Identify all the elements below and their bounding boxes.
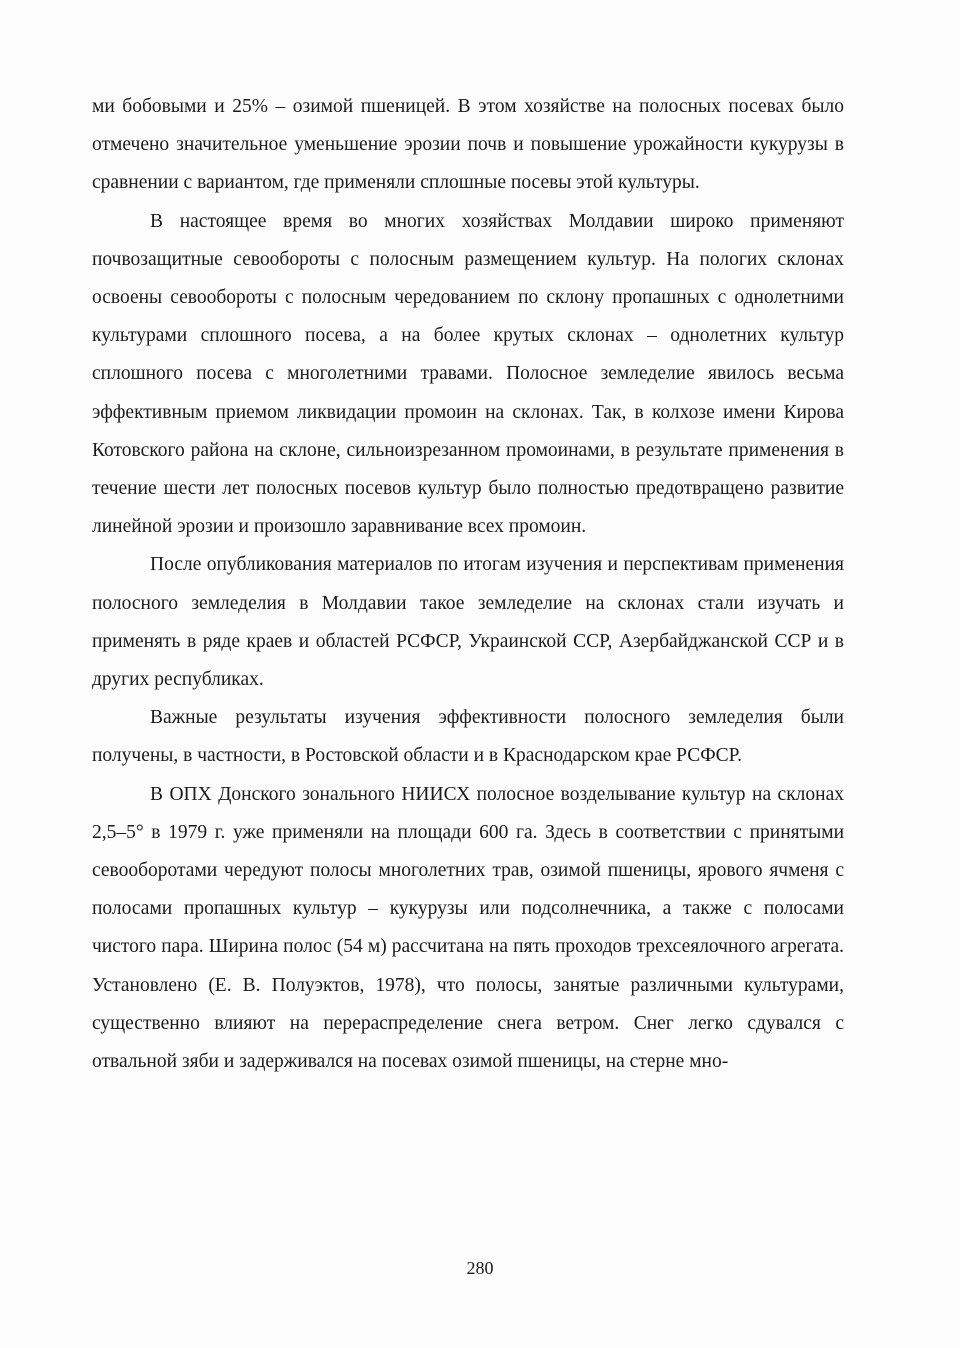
paragraph-1: ми бобовыми и 25% – озимой пшеницей. В этом хозяйстве на полосных посевах было отмечено значительное уменьшение эрозии почв и повышение урожайности кукурузы в сравнении с вариантом, где применяли сплошные посевы этой культуры. — [92, 96, 844, 194]
paragraph-3: После опубликования материалов по итогам изучения и перспективам применения полосного земледелия в Молдавии такое земледелие на склонах стали изучать и применять в ряде краев и областей РСФСР, Украинской ССР, Азербайджанской ССР и в других республиках. — [92, 554, 844, 691]
paragraph-5: В ОПХ Донского зонального НИИСХ полосное возделывание культур на склонах 2,5–5° в 1979 г. уже применяли на площади 600 га. Здесь в соответствии с принятыми севооборотами чередуют полосы многолетних трав, озимой пшеницы, ярового ячменя с полосами пропашных культур – кукурузы или подсолнечника, а также с полосами чистого пара. Ширина полос (54 м) рассчитана на пять проходов трехсеялочного агрегата. Установлено (Е. В. Полуэктов, 1978), что полосы, занятые различными культурами, существенно влияют на перераспределение снега ветром. Снег легко сдувался с отвальной зяби и задерживался на посевах озимой пшеницы, на стерне мно- — [92, 783, 844, 1073]
paragraph-4: Важные результаты изучения эффективности полосного земледелия были получены, в частности, в Ростовской области и в Краснодарском крае РСФСР. — [92, 707, 844, 767]
paragraph-2: В настоящее время во многих хозяйствах Молдавии широко применяют почвозащитные севообороты с полосным размещением культур. На пологих склонах освоены севообороты с полосным чередованием по склону пропашных с однолетними культурами сплошного посева, а на более крутых склонах – однолетних культур сплошного посева с многолетними травами. Полосное земледелие явилось весьма эффективным приемом ликвидации промоин на склонах. Так, в колхозе имени Кирова Котовского района на склоне, сильноизрезанном промоинами, в результате применения в течение шести лет полосных посевов культур было полностью предотвращено развитие линейной эрозии и произошло заравнивание всех промоин. — [92, 210, 844, 538]
body-text — [92, 88, 844, 1081]
page-number: 280 — [466, 1258, 494, 1278]
